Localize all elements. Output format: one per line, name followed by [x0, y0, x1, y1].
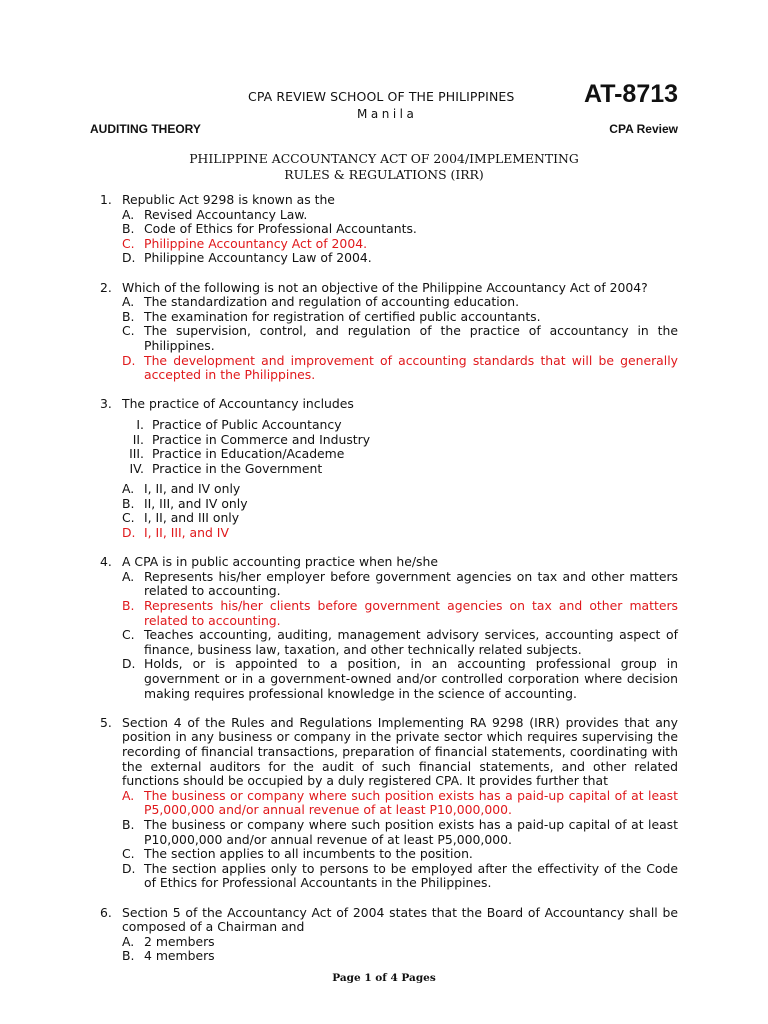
option-letter: C.	[122, 627, 135, 643]
school-name: CPA REVIEW SCHOOL OF THE PHILIPPINES	[248, 89, 515, 104]
answer-option	[122, 511, 678, 526]
answer-option	[122, 208, 678, 223]
subject-label: AUDITING THEORY	[90, 122, 201, 136]
option-letter: D.	[122, 525, 136, 541]
answer-option-correct	[122, 354, 678, 383]
option-text: I, II, and III only	[144, 510, 240, 526]
question-text: The practice of Accountancy includes	[122, 396, 354, 412]
roman-numeral: I.	[136, 416, 144, 432]
answer-option	[122, 497, 678, 512]
roman-text: Practice in Commerce and Industry	[152, 431, 371, 447]
answer-option-correct	[122, 599, 678, 628]
roman-item	[122, 447, 678, 462]
document-code: AT-8713	[584, 80, 679, 108]
option-text: Philippine Accountancy Law of 2004.	[144, 250, 372, 266]
question-text: Which of the following is not an objective of the Philippine Accountancy Act of 2004?	[122, 279, 648, 295]
option-letter: B.	[122, 948, 135, 964]
option-text: 4 members	[144, 948, 215, 964]
option-text: Revised Accountancy Law.	[144, 206, 308, 222]
answer-option	[122, 847, 678, 862]
roman-text: Practice of Public Accountancy	[152, 416, 342, 432]
option-letter: A.	[122, 568, 135, 584]
answer-option	[122, 251, 678, 266]
answer-option	[122, 949, 678, 964]
roman-text: Practice in Education/Academe	[152, 446, 345, 462]
option-letter: A.	[122, 206, 135, 222]
question-number: 3.	[100, 396, 112, 412]
title-line-2: RULES & REGULATIONS (IRR)	[284, 167, 484, 182]
question-number: 5.	[100, 714, 112, 730]
answer-option	[122, 935, 678, 950]
answer-option	[122, 818, 678, 847]
option-letter: A.	[122, 787, 135, 803]
answer-option	[122, 222, 678, 237]
review-label: CPA Review	[609, 122, 678, 136]
option-letter: C.	[122, 510, 135, 526]
option-letter: B.	[122, 598, 135, 614]
option-letter: D.	[122, 250, 136, 266]
question-list	[100, 193, 678, 978]
option-text: The section applies to all incumbents to the position.	[144, 846, 473, 862]
option-text: The business or company where such position exists has a paid-up capital of at least P10,000,000 and/or annual revenue of at least P5,000,000.	[144, 816, 678, 847]
question-6	[100, 906, 678, 964]
option-text: Represents his/her clients before government agencies on tax and other matters related to accounting.	[144, 598, 678, 628]
page-footer: Page 1 of 4 Pages	[332, 972, 436, 984]
answer-option-correct	[122, 789, 678, 818]
question-number: 2.	[100, 279, 112, 295]
option-text: Code of Ethics for Professional Accountants.	[144, 221, 417, 237]
question-1	[100, 193, 678, 266]
option-text: II, III, and IV only	[144, 495, 248, 511]
option-letter: D.	[122, 352, 136, 368]
roman-item	[122, 433, 678, 448]
answer-option	[122, 628, 678, 657]
answer-option-correct	[122, 526, 678, 541]
answer-option	[122, 295, 678, 310]
option-letter: C.	[122, 323, 135, 339]
option-text: 2 members	[144, 933, 215, 949]
answer-option	[122, 657, 678, 701]
answer-option-correct	[122, 237, 678, 252]
option-letter: D.	[122, 656, 136, 672]
option-text: The standardization and regulation of accounting education.	[144, 294, 520, 310]
option-text: I, II, III, and IV	[144, 525, 229, 541]
document-title	[90, 151, 678, 183]
option-text: The development and improvement of accounting standards that will be generally accepted in the Philippines.	[144, 352, 678, 383]
roman-item	[122, 462, 678, 477]
roman-text: Practice in the Government	[152, 460, 323, 476]
question-number: 1.	[100, 192, 112, 207]
title-line-1: PHILIPPINE ACCOUNTANCY ACT OF 2004/IMPLEMENTING	[189, 151, 579, 166]
option-letter: A.	[122, 294, 135, 310]
answer-option	[122, 862, 678, 891]
option-letter: A.	[122, 933, 135, 949]
question-4	[100, 555, 678, 701]
option-letter: C.	[122, 235, 135, 251]
roman-numeral: III.	[129, 446, 144, 462]
option-letter: B.	[122, 221, 135, 237]
roman-numeral: II.	[132, 431, 144, 447]
question-text: Republic Act 9298 is known as the	[122, 192, 335, 207]
answer-option	[122, 482, 678, 497]
option-text: Philippine Accountancy Act of 2004.	[144, 235, 368, 251]
city-name: Manila	[357, 107, 418, 121]
option-letter: B.	[122, 495, 135, 511]
roman-item	[122, 418, 678, 433]
option-text: I, II, and IV only	[144, 481, 241, 497]
option-text: The supervision, control, and regulation of the practice of accountancy in the Philippines.	[144, 323, 678, 353]
question-text: A CPA is in public accounting practice when he/she	[122, 554, 438, 570]
option-text: Teaches accounting, auditing, management advisory services, accounting aspect of finance, business law, taxation, and other technically related subjects.	[144, 627, 678, 657]
question-3	[100, 397, 678, 540]
option-letter: A.	[122, 481, 135, 497]
question-2	[100, 281, 678, 383]
option-text: The examination for registration of certified public accountants.	[144, 308, 541, 324]
option-letter: B.	[122, 816, 135, 832]
roman-numeral: IV.	[129, 460, 144, 476]
answer-option	[122, 310, 678, 325]
option-letter: D.	[122, 860, 136, 876]
option-text: The section applies only to persons to be employed after the effectivity of the Code of Ethics for Professional Accountants in the Philippines.	[144, 860, 678, 891]
option-text: Holds, or is appointed to a position, in an accounting professional group in government or in a government-owned and/or controlled corporation where decision making requires professional knowledge in the science of accounting.	[144, 656, 678, 701]
option-letter: C.	[122, 846, 135, 862]
question-number: 4.	[100, 554, 112, 570]
question-number: 6.	[100, 904, 112, 920]
answer-option	[122, 570, 678, 599]
answer-option	[122, 324, 678, 353]
question-5	[100, 716, 678, 891]
question-text: Section 5 of the Accountancy Act of 2004 states that the Board of Accountancy shall be composed of a Chairman and	[122, 904, 678, 935]
option-text: Represents his/her employer before government agencies on tax and other matters related to accounting.	[144, 568, 678, 599]
option-text: The business or company where such position exists has a paid-up capital of at least P5,000,000 and/or annual revenue of at least P10,000,000.	[144, 787, 678, 818]
question-text: Section 4 of the Rules and Regulations Implementing RA 9298 (IRR) provides that any position in any business or company in the private sector which requires supervising the recording of financial transactions, preparation of financial statements, coordinating with the external auditors for the audit of such financial statements, and other related functions should be occupied by a duly registered CPA. It provides further that	[122, 714, 678, 789]
option-letter: B.	[122, 308, 135, 324]
